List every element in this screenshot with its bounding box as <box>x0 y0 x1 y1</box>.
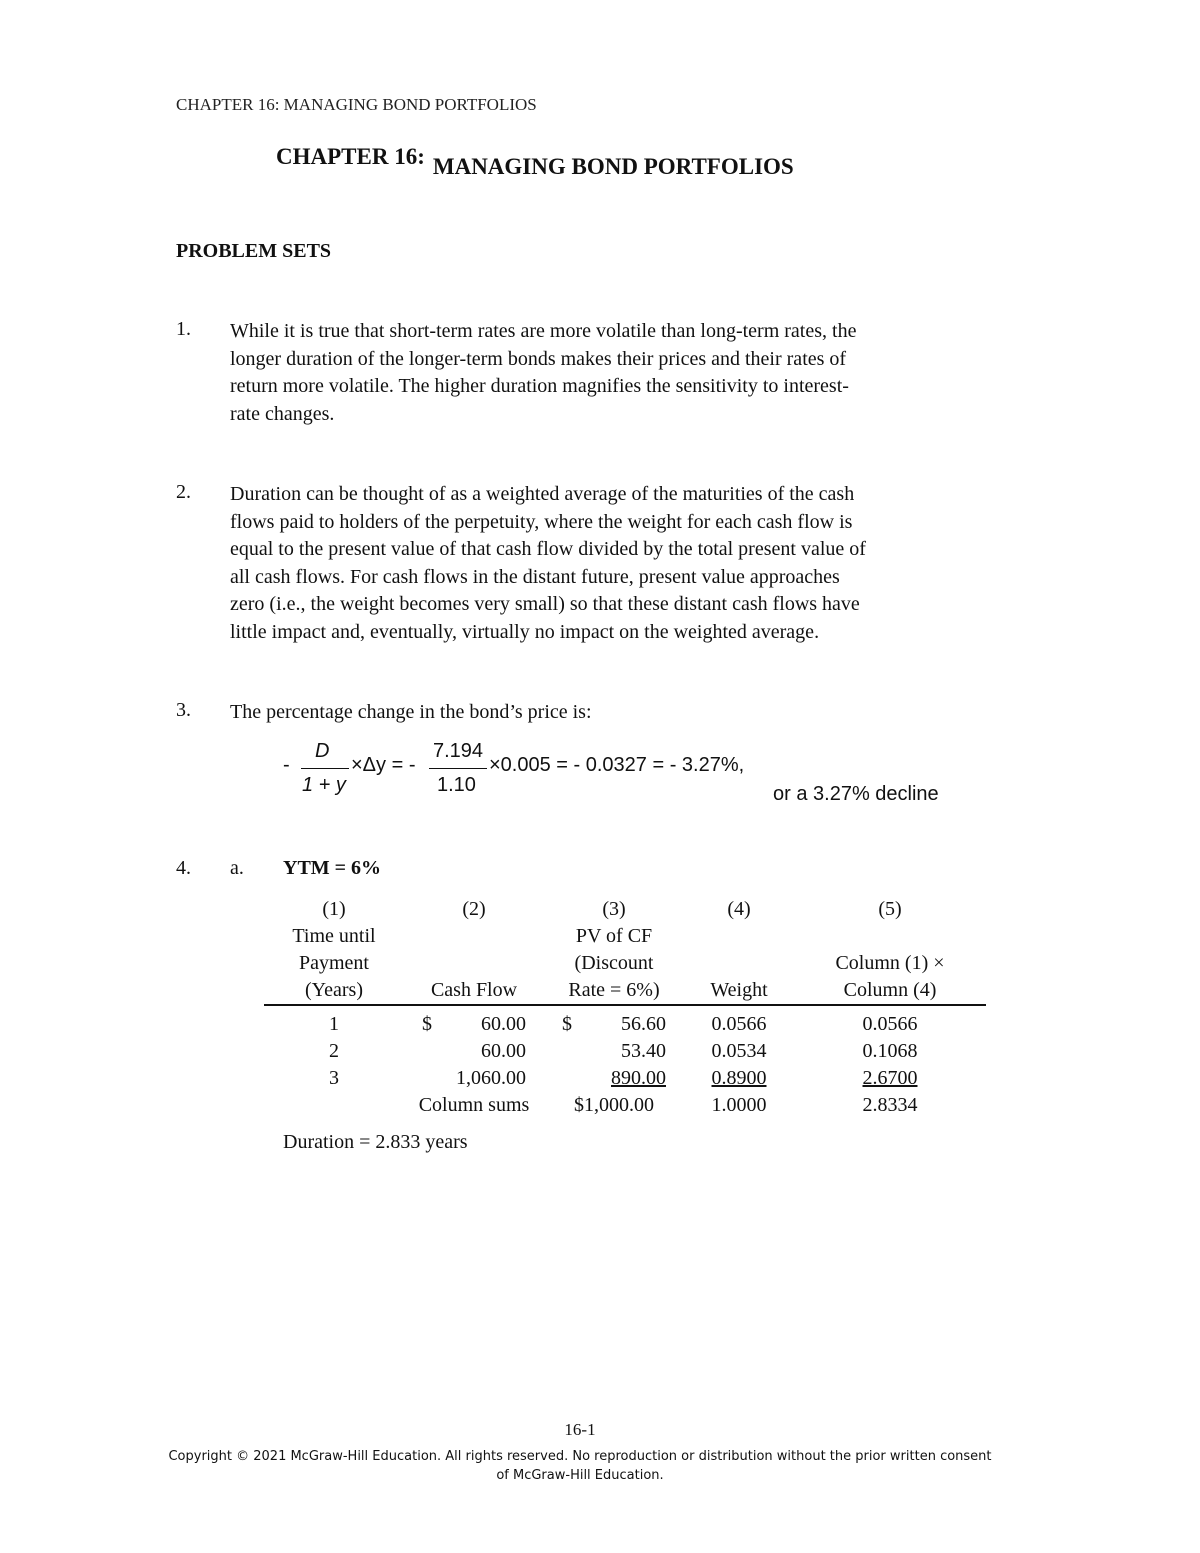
col-header: Column (4) <box>794 977 986 1005</box>
problem-3-text: The percentage change in the bond’s price is: <box>230 701 592 723</box>
problem-1-line: return more volatile. The higher duration magnifies the sensitivity to interest- <box>230 375 849 397</box>
table-header-row <box>264 950 986 977</box>
duration-formula <box>283 740 843 800</box>
cash-flow-value: 1,060.00 <box>456 1067 526 1089</box>
col-number: (5) <box>878 898 902 920</box>
formula-times-delta-y: ×Δy = - <box>351 754 416 776</box>
problem-2-text <box>230 481 990 646</box>
pv-value: 56.60 <box>621 1013 666 1035</box>
col-header <box>404 950 544 977</box>
chapter-title-name: MANAGING BOND PORTFOLIOS <box>432 154 794 179</box>
problem-4-part-a: a. <box>230 857 244 879</box>
col-header: Payment <box>299 952 369 974</box>
problem-2-line: all cash flows. For cash flows in the distant future, present value approaches <box>230 565 840 588</box>
cash-flow-value: 60.00 <box>481 1040 526 1062</box>
formula-minus: - <box>283 754 290 776</box>
sum-weight: 1.0000 <box>711 1094 767 1116</box>
problem-2-line: equal to the present value of that cash flow divided by the total present value of <box>230 538 866 560</box>
col-header <box>684 923 794 950</box>
chapter-title-number: CHAPTER 16: <box>276 144 425 169</box>
duration-table <box>264 896 986 1119</box>
problem-2-line: Duration can be thought of as a weighted average of the maturities of the cash <box>230 483 855 505</box>
col-header: PV of CF <box>575 925 653 947</box>
col-header <box>404 923 544 950</box>
col-header: (Discount <box>574 952 654 974</box>
cell-empty <box>264 1092 404 1119</box>
pv-value: 890.00 <box>611 1067 666 1089</box>
table-header-row <box>264 923 986 950</box>
sum-product: 2.8334 <box>862 1094 918 1116</box>
formula-fraction-bar <box>429 768 487 769</box>
problem-2-line: flows paid to holders of the perpetuity, where the weight for each cash flow is <box>230 510 853 533</box>
problem-1-line: While it is true that short-term rates are more volatile than long-term rates, the <box>230 320 857 342</box>
duration-result: Duration = 2.833 years <box>283 1131 468 1153</box>
cell-weight: 0.0534 <box>711 1040 767 1062</box>
problem-1-line: longer duration of the longer-term bonds makes their prices and their rates of <box>230 347 847 370</box>
formula-denominator-y: 1 + y <box>302 774 346 796</box>
table-row <box>264 1005 986 1038</box>
formula-denominator-value: 1.10 <box>437 774 476 796</box>
running-header: CHAPTER 16: MANAGING BOND PORTFOLIOS <box>176 95 537 114</box>
col-header: Column (1) × <box>835 952 945 974</box>
formula-numerator-value: 7.194 <box>433 740 484 762</box>
formula-result: ×0.005 = - 0.0327 = - 3.27%, <box>489 754 745 776</box>
table-row <box>264 1038 986 1065</box>
cash-flow-value: 60.00 <box>481 1013 526 1035</box>
chapter-title <box>276 144 794 179</box>
cell-time: 2 <box>329 1040 339 1062</box>
col-header: (Years) <box>264 977 404 1005</box>
col-header <box>794 923 986 950</box>
formula-numerator-d: D <box>315 740 330 762</box>
page-number: 16-1 <box>564 1420 596 1439</box>
col-number: (2) <box>462 898 486 920</box>
cell-product: 0.0566 <box>862 1013 918 1035</box>
col-header <box>684 950 794 977</box>
ytm-label: YTM = 6% <box>283 857 382 879</box>
table-sums-row <box>264 1092 986 1119</box>
table-header-row <box>264 896 986 923</box>
formula-fraction-bar <box>301 768 349 769</box>
problem-3-number: 3. <box>176 699 191 721</box>
problem-2-line: zero (i.e., the weight becomes very small) so that these distant cash flows have <box>230 593 860 615</box>
cell-pv <box>544 1038 684 1065</box>
copyright-line: Copyright © 2021 McGraw-Hill Education. All rights reserved. No reproduction or distribution without the prior written consent <box>168 1449 992 1464</box>
copyright-line: of McGraw-Hill Education. <box>496 1468 664 1483</box>
problem-2-line: little impact and, eventually, virtually no impact on the weighted average. <box>230 620 820 643</box>
col-header: Weight <box>684 977 794 1005</box>
problem-1-number: 1. <box>176 318 191 340</box>
col-number: (1) <box>322 898 346 920</box>
currency-symbol: $ <box>422 1013 432 1035</box>
cell-pv <box>544 1065 684 1092</box>
problem-1-line: rate changes. <box>230 402 335 425</box>
cell-pv <box>544 1005 684 1038</box>
col-number: (4) <box>727 898 751 920</box>
column-sums-label: Column sums <box>418 1094 530 1116</box>
table-header-row <box>264 977 986 1005</box>
col-header: Time until <box>292 925 376 947</box>
cell-weight: 0.8900 <box>711 1067 767 1089</box>
cell-product: 0.1068 <box>862 1040 918 1062</box>
cell-time: 3 <box>329 1067 339 1089</box>
cell-product: 2.6700 <box>862 1067 918 1089</box>
section-heading: PROBLEM SETS <box>176 240 332 262</box>
cell-cash-flow <box>404 1005 544 1038</box>
col-header: Cash Flow <box>404 977 544 1005</box>
sum-pv: $1,000.00 <box>574 1094 654 1116</box>
problem-1-text <box>230 318 990 428</box>
problem-4-number: 4. <box>176 857 191 879</box>
table-row <box>264 1065 986 1092</box>
col-number: (3) <box>602 898 626 920</box>
cell-time: 1 <box>329 1013 339 1035</box>
problem-3-conclusion: or a 3.27% decline <box>773 783 939 805</box>
pv-value: 53.40 <box>621 1040 666 1062</box>
cell-cash-flow <box>404 1065 544 1092</box>
problem-2-number: 2. <box>176 481 191 503</box>
cell-cash-flow <box>404 1038 544 1065</box>
copyright-notice <box>0 1447 1160 1485</box>
col-header: Rate = 6%) <box>544 977 684 1005</box>
cell-weight: 0.0566 <box>711 1013 767 1035</box>
currency-symbol: $ <box>562 1013 572 1035</box>
